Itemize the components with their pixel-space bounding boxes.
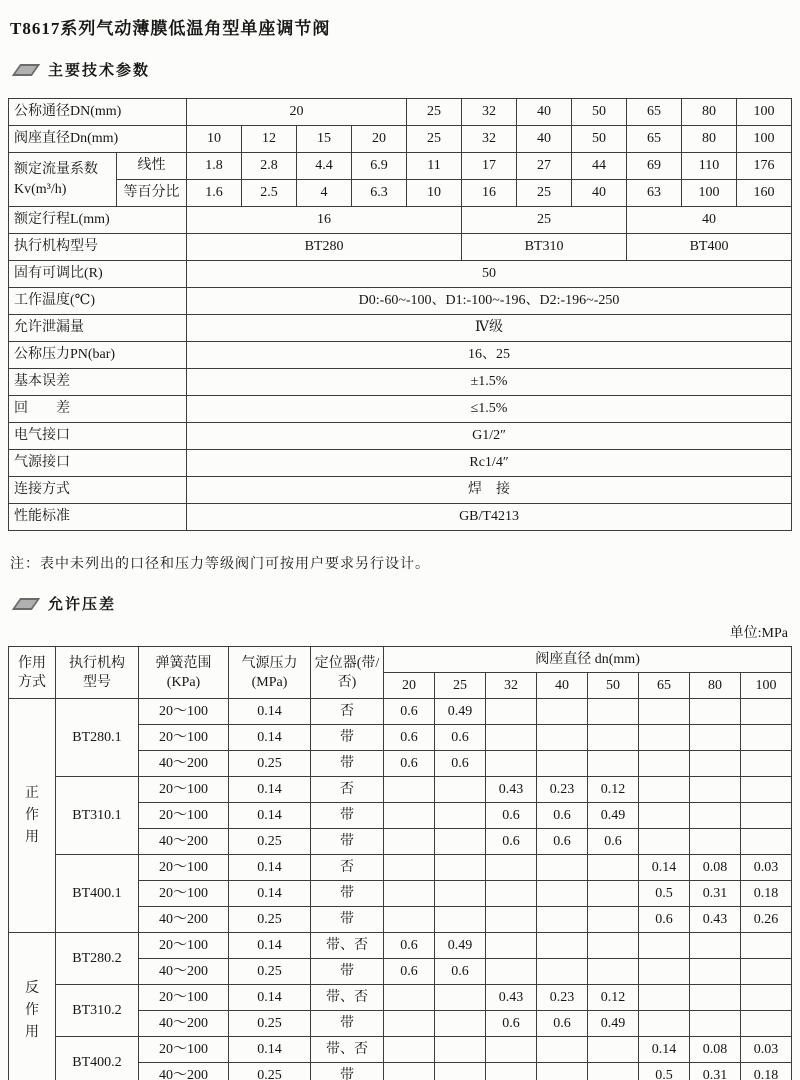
cell: 11 (407, 153, 462, 180)
air-pressure-cell: 0.14 (229, 933, 311, 959)
header-dn-size: 32 (486, 673, 537, 699)
header-dn-size: 100 (741, 673, 792, 699)
header-seat-diameter: 阀座直径 dn(mm) (384, 647, 792, 673)
positioner-cell: 否 (311, 777, 384, 803)
positioner-cell: 带、否 (311, 933, 384, 959)
table-row (9, 985, 792, 1011)
pressure-diff-cell (588, 1063, 639, 1080)
pressure-diff-cell: 0.6 (384, 751, 435, 777)
row-label: 允许泄漏量 (9, 315, 187, 342)
pressure-diff-cell (588, 907, 639, 933)
cell: 160 (737, 180, 792, 207)
pressure-diff-cell (639, 699, 690, 725)
cell: Rc1/4″ (187, 450, 792, 477)
pressure-diff-cell: 0.5 (639, 1063, 690, 1080)
positioner-cell: 否 (311, 699, 384, 725)
spring-range-cell: 40～200 (139, 751, 229, 777)
row-label-seat-diameter: 阀座直径Dn(mm) (9, 126, 187, 153)
pressure-diff-cell (690, 985, 741, 1011)
row-label-actuator-model: 执行机构型号 (9, 234, 187, 261)
actuator-model-cell: BT280.1 (56, 699, 139, 777)
air-pressure-cell: 0.14 (229, 699, 311, 725)
spring-range-cell: 40～200 (139, 829, 229, 855)
pressure-diff-cell (588, 1037, 639, 1063)
pressure-diff-cell (537, 855, 588, 881)
cell: 40 (517, 99, 572, 126)
cell: 2.5 (242, 180, 297, 207)
air-pressure-cell: 0.25 (229, 1063, 311, 1080)
parallelogram-icon (12, 598, 40, 610)
row-label: 固有可调比(R) (9, 261, 187, 288)
pressure-diff-cell (537, 725, 588, 751)
cell: 100 (737, 126, 792, 153)
section-title-tech-params: 主要技术参数 (48, 63, 151, 79)
action-mode-cell (9, 699, 56, 933)
cell: 100 (682, 180, 737, 207)
pressure-diff-cell (384, 829, 435, 855)
pressure-diff-cell: 0.26 (741, 907, 792, 933)
positioner-cell: 带 (311, 1063, 384, 1080)
cell: 40 (517, 126, 572, 153)
row-label: 连接方式 (9, 477, 187, 504)
positioner-cell: 否 (311, 855, 384, 881)
pressure-diff-cell (486, 725, 537, 751)
table-row (9, 396, 792, 423)
action-mode-label: 正作用 (24, 785, 39, 845)
cell: 32 (462, 99, 517, 126)
cell: 1.6 (187, 180, 242, 207)
pressure-diff-cell (690, 803, 741, 829)
pressure-diff-cell (435, 907, 486, 933)
pressure-diff-cell (384, 1037, 435, 1063)
pressure-diff-cell (384, 1063, 435, 1080)
air-pressure-cell: 0.14 (229, 725, 311, 751)
unit-label: 单位:MPa (729, 626, 788, 641)
pressure-diff-cell (486, 699, 537, 725)
actuator-model-cell: BT400.1 (56, 855, 139, 933)
pressure-diff-cell: 0.23 (537, 777, 588, 803)
pressure-diff-cell (639, 751, 690, 777)
air-pressure-cell: 0.14 (229, 855, 311, 881)
pressure-diff-cell (486, 751, 537, 777)
row-label: 工作温度(℃) (9, 288, 187, 315)
table-row (9, 477, 792, 504)
row-label: 电气接口 (9, 423, 187, 450)
pressure-diff-cell (384, 1011, 435, 1037)
pressure-diff-cell (639, 803, 690, 829)
cell: 6.9 (352, 153, 407, 180)
cell: 1.8 (187, 153, 242, 180)
pressure-diff-cell (741, 985, 792, 1011)
pressure-diff-cell: 0.18 (741, 1063, 792, 1080)
actuator-model-cell: BT400.2 (56, 1037, 139, 1080)
table-row (9, 261, 792, 288)
pressure-diff-cell (435, 985, 486, 1011)
cell: 10 (407, 180, 462, 207)
spring-range-cell: 40～200 (139, 1011, 229, 1037)
cell: 25 (407, 99, 462, 126)
header-dn-size: 20 (384, 673, 435, 699)
table-row (9, 234, 792, 261)
parallelogram-icon (12, 64, 40, 76)
pressure-diff-cell (690, 751, 741, 777)
positioner-cell: 带 (311, 829, 384, 855)
cell: 100 (737, 99, 792, 126)
pressure-diff-cell: 0.6 (537, 803, 588, 829)
table-row (9, 423, 792, 450)
cell: BT280 (187, 234, 462, 261)
pressure-diff-cell (537, 1063, 588, 1080)
table-row (9, 855, 792, 881)
pressure-diff-cell (639, 725, 690, 751)
cell: 40 (572, 180, 627, 207)
pressure-diff-cell: 0.08 (690, 855, 741, 881)
cell: 25 (462, 207, 627, 234)
table-row (9, 504, 792, 531)
cell: 12 (242, 126, 297, 153)
cell: 80 (682, 126, 737, 153)
pressure-diff-cell: 0.08 (690, 1037, 741, 1063)
row-label-nominal-diameter: 公称通径DN(mm) (9, 99, 187, 126)
row-label-rated-stroke: 额定行程L(mm) (9, 207, 187, 234)
pressure-diff-cell (588, 881, 639, 907)
pressure-diff-cell (384, 985, 435, 1011)
action-mode-cell (9, 933, 56, 1080)
pressure-diff-cell (741, 933, 792, 959)
pressure-diff-cell (435, 1063, 486, 1080)
cell: 20 (352, 126, 407, 153)
pressure-diff-cell (537, 1037, 588, 1063)
pressure-diff-cell (435, 881, 486, 907)
pressure-diff-cell (486, 933, 537, 959)
pressure-diff-cell: 0.12 (588, 985, 639, 1011)
positioner-cell: 带 (311, 907, 384, 933)
pressure-diff-cell: 0.6 (435, 725, 486, 751)
pressure-diff-cell (537, 881, 588, 907)
cell: 27 (517, 153, 572, 180)
header-dn-size: 40 (537, 673, 588, 699)
cell: ±1.5% (187, 369, 792, 396)
cell: 50 (572, 126, 627, 153)
pressure-diff-cell (639, 829, 690, 855)
cell: 16 (187, 207, 462, 234)
pressure-diff-cell (486, 881, 537, 907)
cell: 50 (572, 99, 627, 126)
table-row (9, 207, 792, 234)
positioner-cell: 带、否 (311, 1037, 384, 1063)
pressure-diff-cell (588, 725, 639, 751)
table-row (9, 699, 792, 725)
pressure-diff-cell (588, 699, 639, 725)
row-label: 气源接口 (9, 450, 187, 477)
positioner-cell: 带、否 (311, 985, 384, 1011)
pressure-diff-cell (690, 959, 741, 985)
pressure-diff-cell (537, 751, 588, 777)
pressure-diff-cell: 0.6 (435, 959, 486, 985)
header-spring-range: 弹簧范围(KPa) (139, 647, 229, 699)
pressure-diff-cell: 0.23 (537, 985, 588, 1011)
cell: 80 (682, 99, 737, 126)
air-pressure-cell: 0.14 (229, 985, 311, 1011)
actuator-model-cell: BT310.1 (56, 777, 139, 855)
cell: 63 (627, 180, 682, 207)
pressure-diff-cell (741, 959, 792, 985)
cell: 10 (187, 126, 242, 153)
section-title-pressure-diff: 允许压差 (48, 597, 117, 613)
spring-range-cell: 20～100 (139, 1037, 229, 1063)
pressure-diff-cell (384, 855, 435, 881)
pressure-diff-cell (486, 855, 537, 881)
pressure-diff-cell (639, 1011, 690, 1037)
air-pressure-cell: 0.25 (229, 907, 311, 933)
pressure-diff-cell (537, 699, 588, 725)
table-row (9, 369, 792, 396)
pressure-diff-cell (639, 985, 690, 1011)
header-action-mode (9, 647, 56, 699)
header-dn-size: 65 (639, 673, 690, 699)
spring-range-cell: 20～100 (139, 855, 229, 881)
cell: 2.8 (242, 153, 297, 180)
pressure-diff-cell (588, 959, 639, 985)
spring-range-cell: 20～100 (139, 777, 229, 803)
cell: 40 (627, 207, 792, 234)
pressure-diff-cell (741, 699, 792, 725)
header-label: 执行机构型号 (69, 655, 125, 690)
row-label: 基本误差 (9, 369, 187, 396)
table-header-row (9, 647, 792, 673)
pressure-diff-cell (384, 907, 435, 933)
spring-range-cell: 20～100 (139, 985, 229, 1011)
cell: 50 (187, 261, 792, 288)
air-pressure-cell: 0.25 (229, 751, 311, 777)
header-dn-size: 80 (690, 673, 741, 699)
spring-range-cell: 20～100 (139, 699, 229, 725)
actuator-model-cell: BT310.2 (56, 985, 139, 1037)
pressure-diff-cell (486, 1037, 537, 1063)
pressure-diff-cell: 0.6 (639, 907, 690, 933)
pressure-diff-cell (741, 725, 792, 751)
pressure-diff-cell (384, 777, 435, 803)
cell: 20 (187, 99, 407, 126)
pressure-diff-cell (741, 751, 792, 777)
cell: GB/T4213 (187, 504, 792, 531)
table-row (9, 153, 792, 180)
spring-range-cell: 40～200 (139, 907, 229, 933)
pressure-diff-cell: 0.18 (741, 881, 792, 907)
actuator-model-cell: BT280.2 (56, 933, 139, 985)
cell: 6.3 (352, 180, 407, 207)
pressure-diff-table (8, 646, 792, 1080)
cell: 65 (627, 126, 682, 153)
pressure-diff-cell (588, 933, 639, 959)
cell: 16、25 (187, 342, 792, 369)
section-header-tech-params (8, 59, 792, 80)
table-row (9, 450, 792, 477)
positioner-cell: 带 (311, 751, 384, 777)
cell: Ⅳ级 (187, 315, 792, 342)
section-header-pressure-diff (8, 593, 792, 614)
header-positioner: 定位器(带/否) (311, 647, 384, 699)
pressure-diff-cell (537, 933, 588, 959)
positioner-cell: 带 (311, 881, 384, 907)
table-row (9, 99, 792, 126)
page-title: T8617系列气动薄膜低温角型单座调节阀 (10, 19, 331, 38)
pressure-diff-cell (741, 803, 792, 829)
cell: 4 (297, 180, 352, 207)
pressure-diff-cell (486, 907, 537, 933)
row-label: 性能标准 (9, 504, 187, 531)
action-mode-label: 反作用 (24, 980, 39, 1040)
spring-range-cell: 20～100 (139, 933, 229, 959)
pressure-diff-cell (435, 777, 486, 803)
header-air-pressure: 气源压力(MPa) (229, 647, 311, 699)
table-note: 注：表中未列出的口径和压力等级阀门可按用户要求另行设计。 (10, 557, 430, 572)
pressure-diff-cell: 0.6 (537, 829, 588, 855)
table-row (9, 1037, 792, 1063)
pressure-diff-cell: 0.6 (384, 959, 435, 985)
cell: 44 (572, 153, 627, 180)
cell: 69 (627, 153, 682, 180)
air-pressure-cell: 0.14 (229, 803, 311, 829)
pressure-diff-cell: 0.6 (486, 803, 537, 829)
air-pressure-cell: 0.14 (229, 777, 311, 803)
pressure-diff-cell (537, 907, 588, 933)
cell: 焊 接 (187, 477, 792, 504)
pressure-diff-cell (690, 1011, 741, 1037)
pressure-diff-cell: 0.6 (537, 1011, 588, 1037)
pressure-diff-cell: 0.12 (588, 777, 639, 803)
pressure-diff-cell: 0.43 (486, 777, 537, 803)
pressure-diff-cell (690, 699, 741, 725)
pressure-diff-cell: 0.49 (588, 1011, 639, 1037)
pressure-diff-cell: 0.49 (435, 933, 486, 959)
pressure-diff-cell (690, 777, 741, 803)
header-label: 作用方式 (17, 655, 46, 690)
pressure-diff-cell (639, 777, 690, 803)
pressure-diff-cell: 0.6 (486, 829, 537, 855)
sub-label-equal-percentage: 等百分比 (117, 180, 187, 207)
pressure-diff-cell: 0.6 (384, 725, 435, 751)
spring-range-cell: 40～200 (139, 959, 229, 985)
pressure-diff-cell: 0.14 (639, 1037, 690, 1063)
spring-range-cell: 20～100 (139, 725, 229, 751)
pressure-diff-cell (741, 829, 792, 855)
cell: D0:-60~-100、D1:-100~-196、D2:-196~-250 (187, 288, 792, 315)
cell: G1/2″ (187, 423, 792, 450)
cell: ≤1.5% (187, 396, 792, 423)
pressure-diff-cell: 0.43 (486, 985, 537, 1011)
pressure-diff-cell (486, 959, 537, 985)
header-dn-size: 25 (435, 673, 486, 699)
pressure-diff-cell: 0.43 (690, 907, 741, 933)
pressure-diff-cell: 0.6 (384, 699, 435, 725)
pressure-diff-cell: 0.49 (435, 699, 486, 725)
row-label-flow-coefficient: 额定流量系数Kv(m³/h) (9, 153, 117, 207)
table-row (9, 777, 792, 803)
table-row (9, 315, 792, 342)
pressure-diff-cell (435, 829, 486, 855)
header-actuator-model (56, 647, 139, 699)
spring-range-cell: 20～100 (139, 803, 229, 829)
pressure-diff-cell (435, 1011, 486, 1037)
air-pressure-cell: 0.14 (229, 1037, 311, 1063)
pressure-diff-cell (588, 751, 639, 777)
pressure-diff-cell (588, 855, 639, 881)
pressure-diff-cell (690, 933, 741, 959)
header-dn-size: 50 (588, 673, 639, 699)
pressure-diff-cell: 0.31 (690, 1063, 741, 1080)
cell: 65 (627, 99, 682, 126)
cell: 4.4 (297, 153, 352, 180)
pressure-diff-cell (384, 881, 435, 907)
cell: 176 (737, 153, 792, 180)
pressure-diff-cell: 0.6 (588, 829, 639, 855)
air-pressure-cell: 0.25 (229, 959, 311, 985)
table-row (9, 288, 792, 315)
cell: BT400 (627, 234, 792, 261)
pressure-diff-cell (435, 1037, 486, 1063)
cell: 15 (297, 126, 352, 153)
pressure-diff-cell (435, 855, 486, 881)
pressure-diff-cell: 0.14 (639, 855, 690, 881)
cell: 25 (517, 180, 572, 207)
row-label: 公称压力PN(bar) (9, 342, 187, 369)
pressure-diff-cell: 0.03 (741, 1037, 792, 1063)
tech-params-table (8, 98, 792, 531)
pressure-diff-cell (435, 803, 486, 829)
pressure-diff-cell (537, 959, 588, 985)
air-pressure-cell: 0.25 (229, 1011, 311, 1037)
cell: 16 (462, 180, 517, 207)
pressure-diff-cell: 0.03 (741, 855, 792, 881)
positioner-cell: 带 (311, 725, 384, 751)
pressure-diff-cell (486, 1063, 537, 1080)
row-label: 回 差 (9, 396, 187, 423)
pressure-diff-cell (639, 933, 690, 959)
sub-label-linear: 线性 (117, 153, 187, 180)
pressure-diff-cell (639, 959, 690, 985)
pressure-diff-cell (741, 1011, 792, 1037)
table-row (9, 180, 792, 207)
positioner-cell: 带 (311, 959, 384, 985)
table-row (9, 342, 792, 369)
pressure-diff-cell (690, 829, 741, 855)
positioner-cell: 带 (311, 803, 384, 829)
cell: 110 (682, 153, 737, 180)
pressure-diff-cell: 0.31 (690, 881, 741, 907)
spring-range-cell: 20～100 (139, 881, 229, 907)
pressure-diff-cell: 0.49 (588, 803, 639, 829)
pressure-diff-cell (690, 725, 741, 751)
air-pressure-cell: 0.25 (229, 829, 311, 855)
cell: 25 (407, 126, 462, 153)
pressure-diff-cell: 0.6 (486, 1011, 537, 1037)
pressure-diff-cell (741, 777, 792, 803)
cell: BT310 (462, 234, 627, 261)
air-pressure-cell: 0.14 (229, 881, 311, 907)
pressure-diff-cell: 0.6 (435, 751, 486, 777)
positioner-cell: 带 (311, 1011, 384, 1037)
pressure-diff-cell: 0.5 (639, 881, 690, 907)
table-row (9, 126, 792, 153)
table-row (9, 933, 792, 959)
cell: 32 (462, 126, 517, 153)
spring-range-cell: 40～200 (139, 1063, 229, 1080)
pressure-diff-cell (384, 803, 435, 829)
cell: 17 (462, 153, 517, 180)
pressure-diff-cell: 0.6 (384, 933, 435, 959)
